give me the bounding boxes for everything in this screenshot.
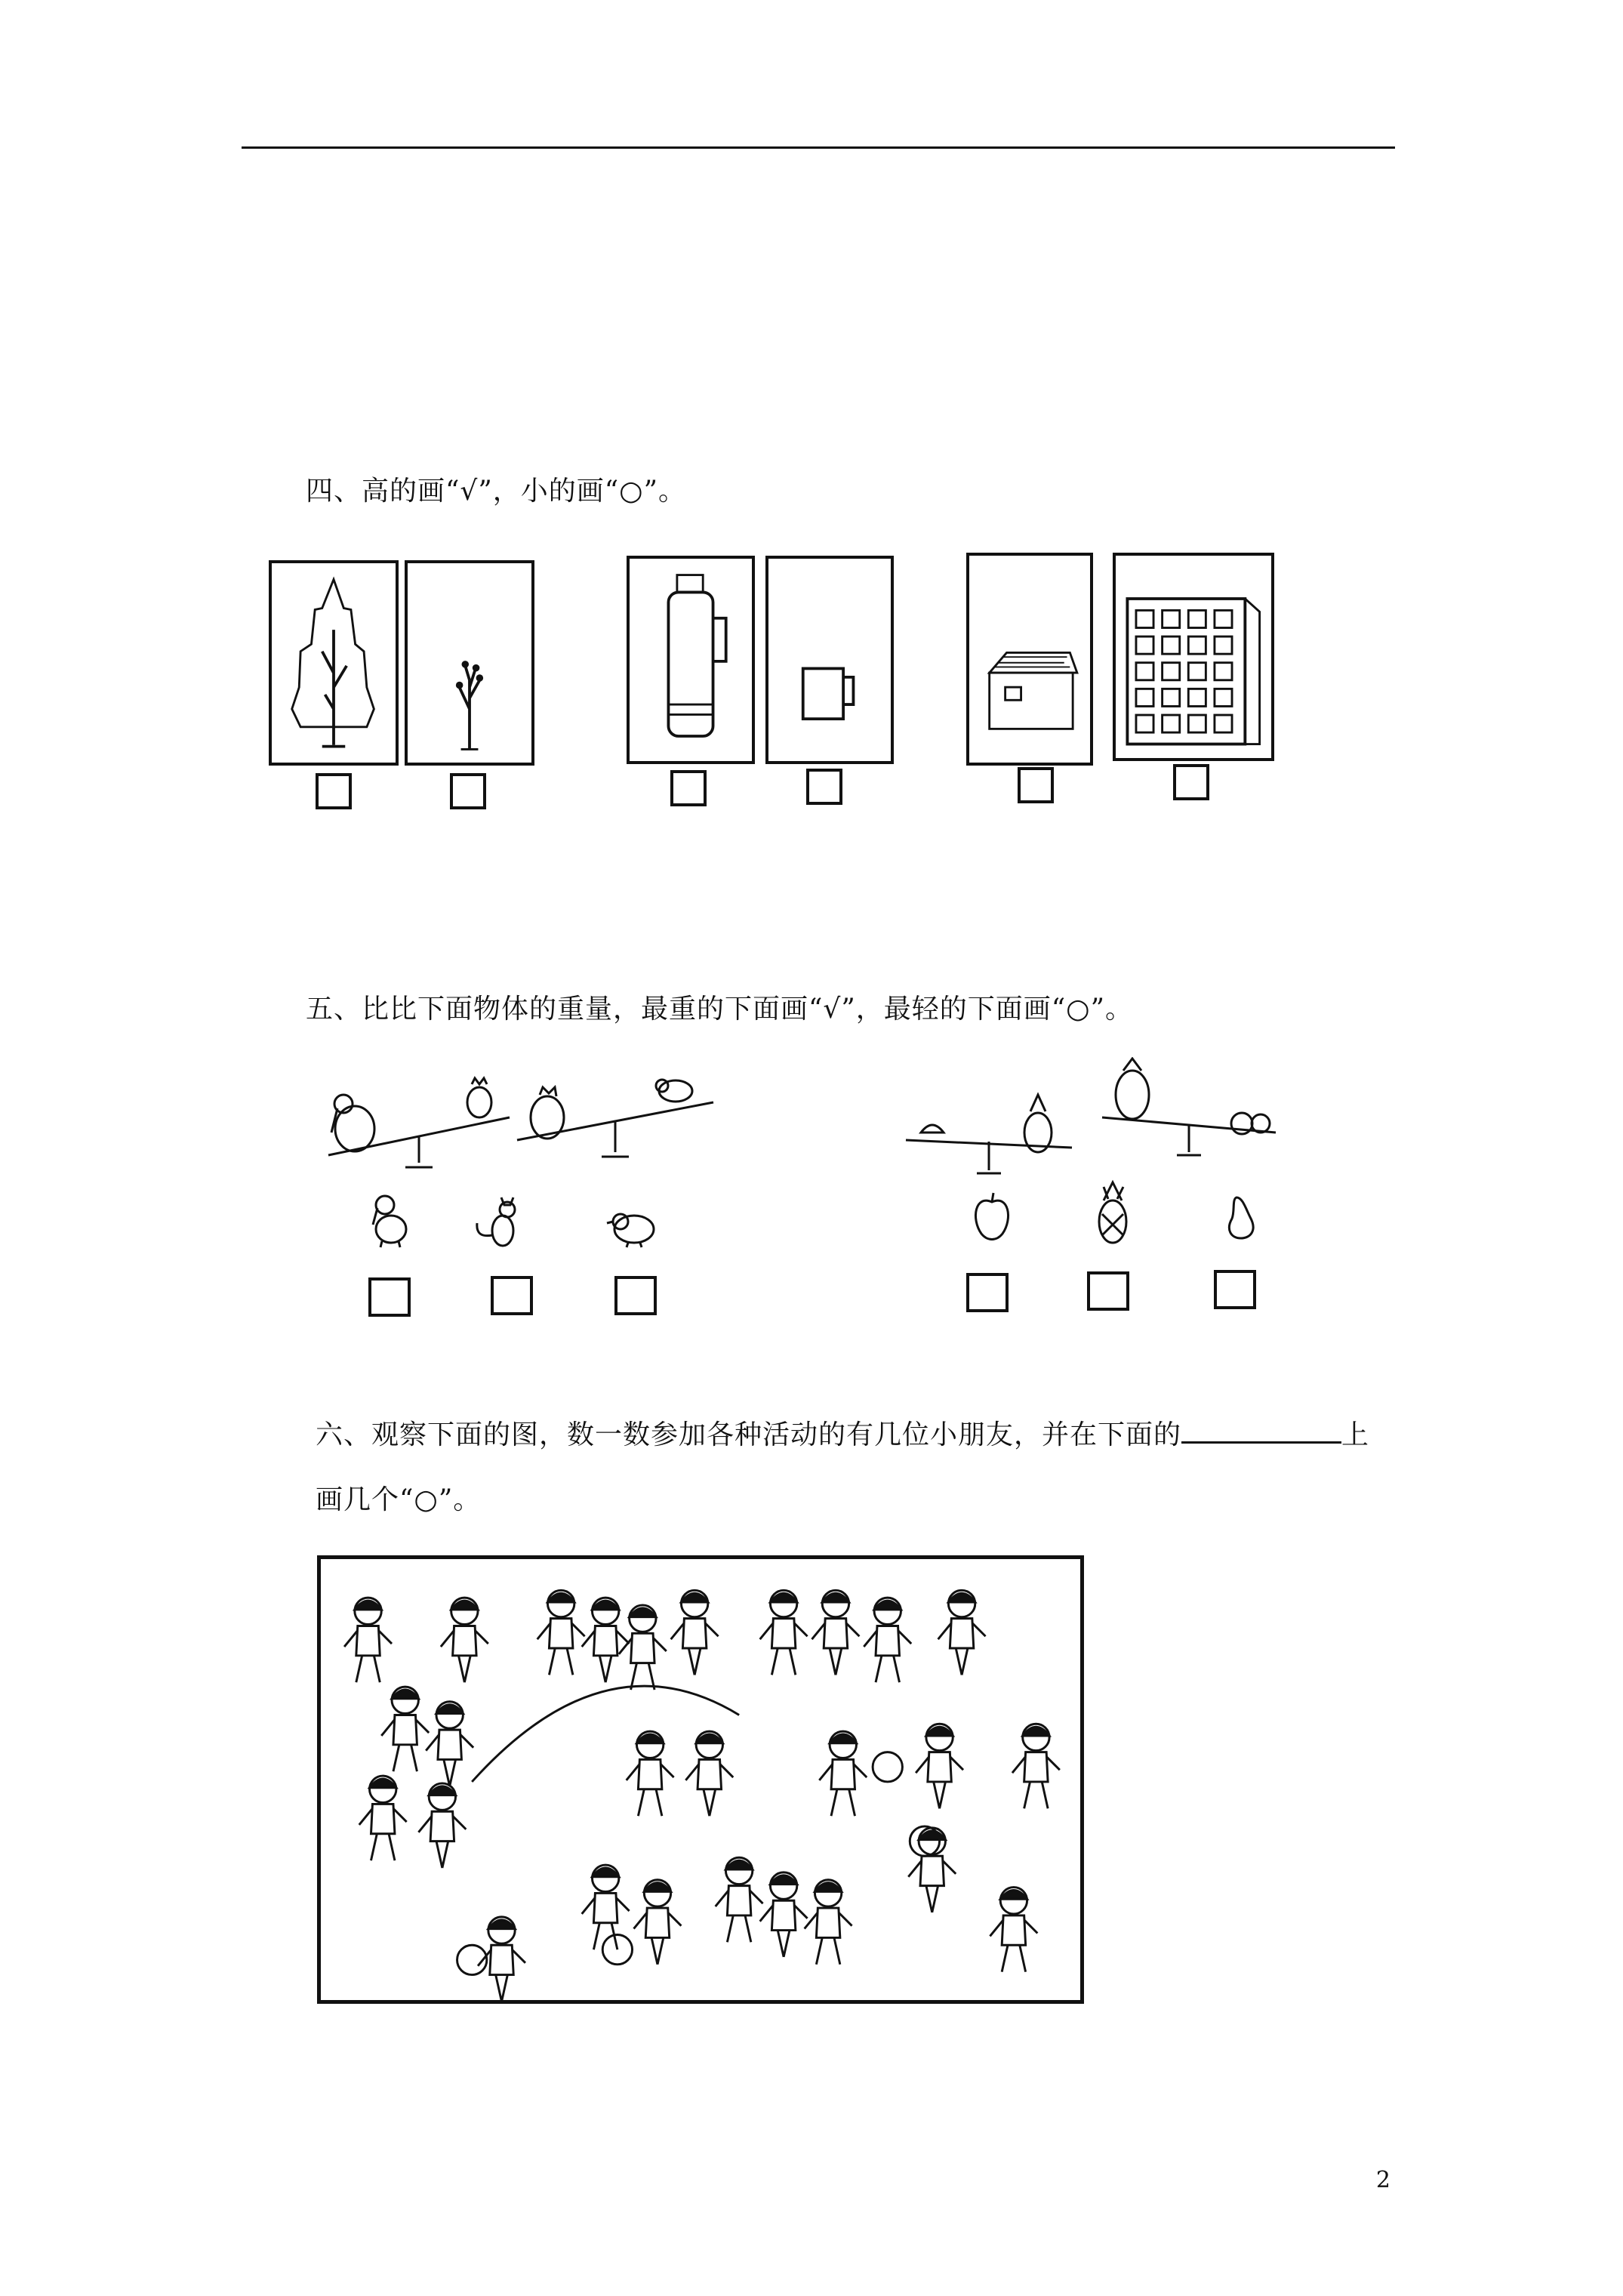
answer-box-small-tree[interactable]	[450, 773, 486, 809]
answer-box-pineapple[interactable]	[1087, 1271, 1129, 1311]
child-figure	[627, 1731, 674, 1816]
section6-text-after: 上	[1341, 1419, 1370, 1450]
child-figure	[805, 1880, 852, 1965]
pineapple-icon	[1090, 1178, 1135, 1246]
child-figure	[582, 1865, 630, 1949]
child-figure	[916, 1724, 963, 1808]
child-figure	[908, 1828, 956, 1912]
apple-icon	[1231, 1113, 1252, 1134]
small-tree-card	[405, 560, 534, 766]
fruit-scales-figure	[898, 1057, 1291, 1178]
child-figure	[418, 1783, 466, 1868]
answer-box-cat[interactable]	[491, 1276, 533, 1315]
section6-line1	[316, 1413, 1369, 1452]
pear-icon	[921, 1125, 944, 1133]
cup-icon	[768, 559, 891, 761]
child-figure	[760, 1872, 808, 1957]
tall-tree-icon	[272, 563, 396, 763]
page-number: 2	[1375, 2167, 1390, 2193]
child-figure	[619, 1605, 667, 1690]
section5-title: 五、比比下面物体的重量，最重的下面画“√”，最轻的下面画“○”。	[306, 994, 1133, 1025]
child-figure	[359, 1776, 407, 1860]
cup-card	[765, 556, 894, 764]
children-activities-figure	[317, 1555, 1084, 2004]
answer-blank[interactable]	[1181, 1419, 1341, 1444]
header-rule	[242, 146, 1395, 149]
child-figure	[716, 1857, 763, 1942]
answer-box-cup[interactable]	[806, 769, 842, 805]
answer-box-building[interactable]	[1173, 764, 1209, 800]
building-card	[1113, 553, 1274, 761]
thermos-icon	[630, 559, 752, 761]
animal-scales-figure	[321, 1057, 759, 1178]
child-figure	[634, 1880, 682, 1965]
child-figure	[381, 1687, 429, 1771]
answer-box-chick[interactable]	[614, 1276, 657, 1315]
child-figure	[344, 1598, 392, 1682]
cat-icon	[468, 1193, 528, 1250]
child-figure	[990, 1888, 1037, 1972]
ball-icon	[873, 1752, 902, 1782]
answer-box-tall-tree[interactable]	[316, 773, 352, 809]
building-icon	[1116, 556, 1271, 758]
cat-icon	[467, 1087, 491, 1117]
dog-icon	[362, 1191, 415, 1249]
child-figure	[478, 1917, 525, 2000]
apple-icon	[968, 1188, 1016, 1244]
section4-title: 四、高的画“√”，小的画“○”。	[306, 476, 686, 507]
small-tree-icon	[408, 563, 531, 763]
house-icon	[969, 556, 1090, 763]
child-figure	[441, 1598, 488, 1682]
answer-box-house[interactable]	[1018, 767, 1054, 803]
child-figure	[537, 1590, 585, 1675]
thermos-card	[627, 556, 755, 764]
child-figure	[819, 1731, 867, 1816]
child-figure	[938, 1590, 986, 1675]
child-figure	[426, 1702, 473, 1786]
child-figure	[1012, 1724, 1060, 1808]
answer-box-apple[interactable]	[966, 1273, 1009, 1312]
answer-box-pear[interactable]	[1214, 1270, 1256, 1309]
child-figure	[812, 1590, 859, 1675]
chick-icon	[602, 1203, 663, 1249]
pear-icon	[1220, 1190, 1262, 1243]
children-illustration	[321, 1559, 1080, 2000]
answer-box-dog[interactable]	[368, 1277, 411, 1317]
child-figure	[864, 1598, 911, 1682]
house-card	[966, 553, 1093, 766]
answer-box-thermos[interactable]	[670, 770, 707, 806]
section6-line2: 画几个“○”。	[316, 1484, 482, 1515]
section6-text-before: 六、观察下面的图，数一数参加各种活动的有几位小朋友，并在下面的	[316, 1419, 1182, 1450]
child-figure	[760, 1590, 808, 1675]
child-figure	[671, 1590, 719, 1675]
tall-tree-card	[269, 560, 399, 766]
child-figure	[582, 1598, 630, 1682]
child-figure	[685, 1731, 733, 1816]
